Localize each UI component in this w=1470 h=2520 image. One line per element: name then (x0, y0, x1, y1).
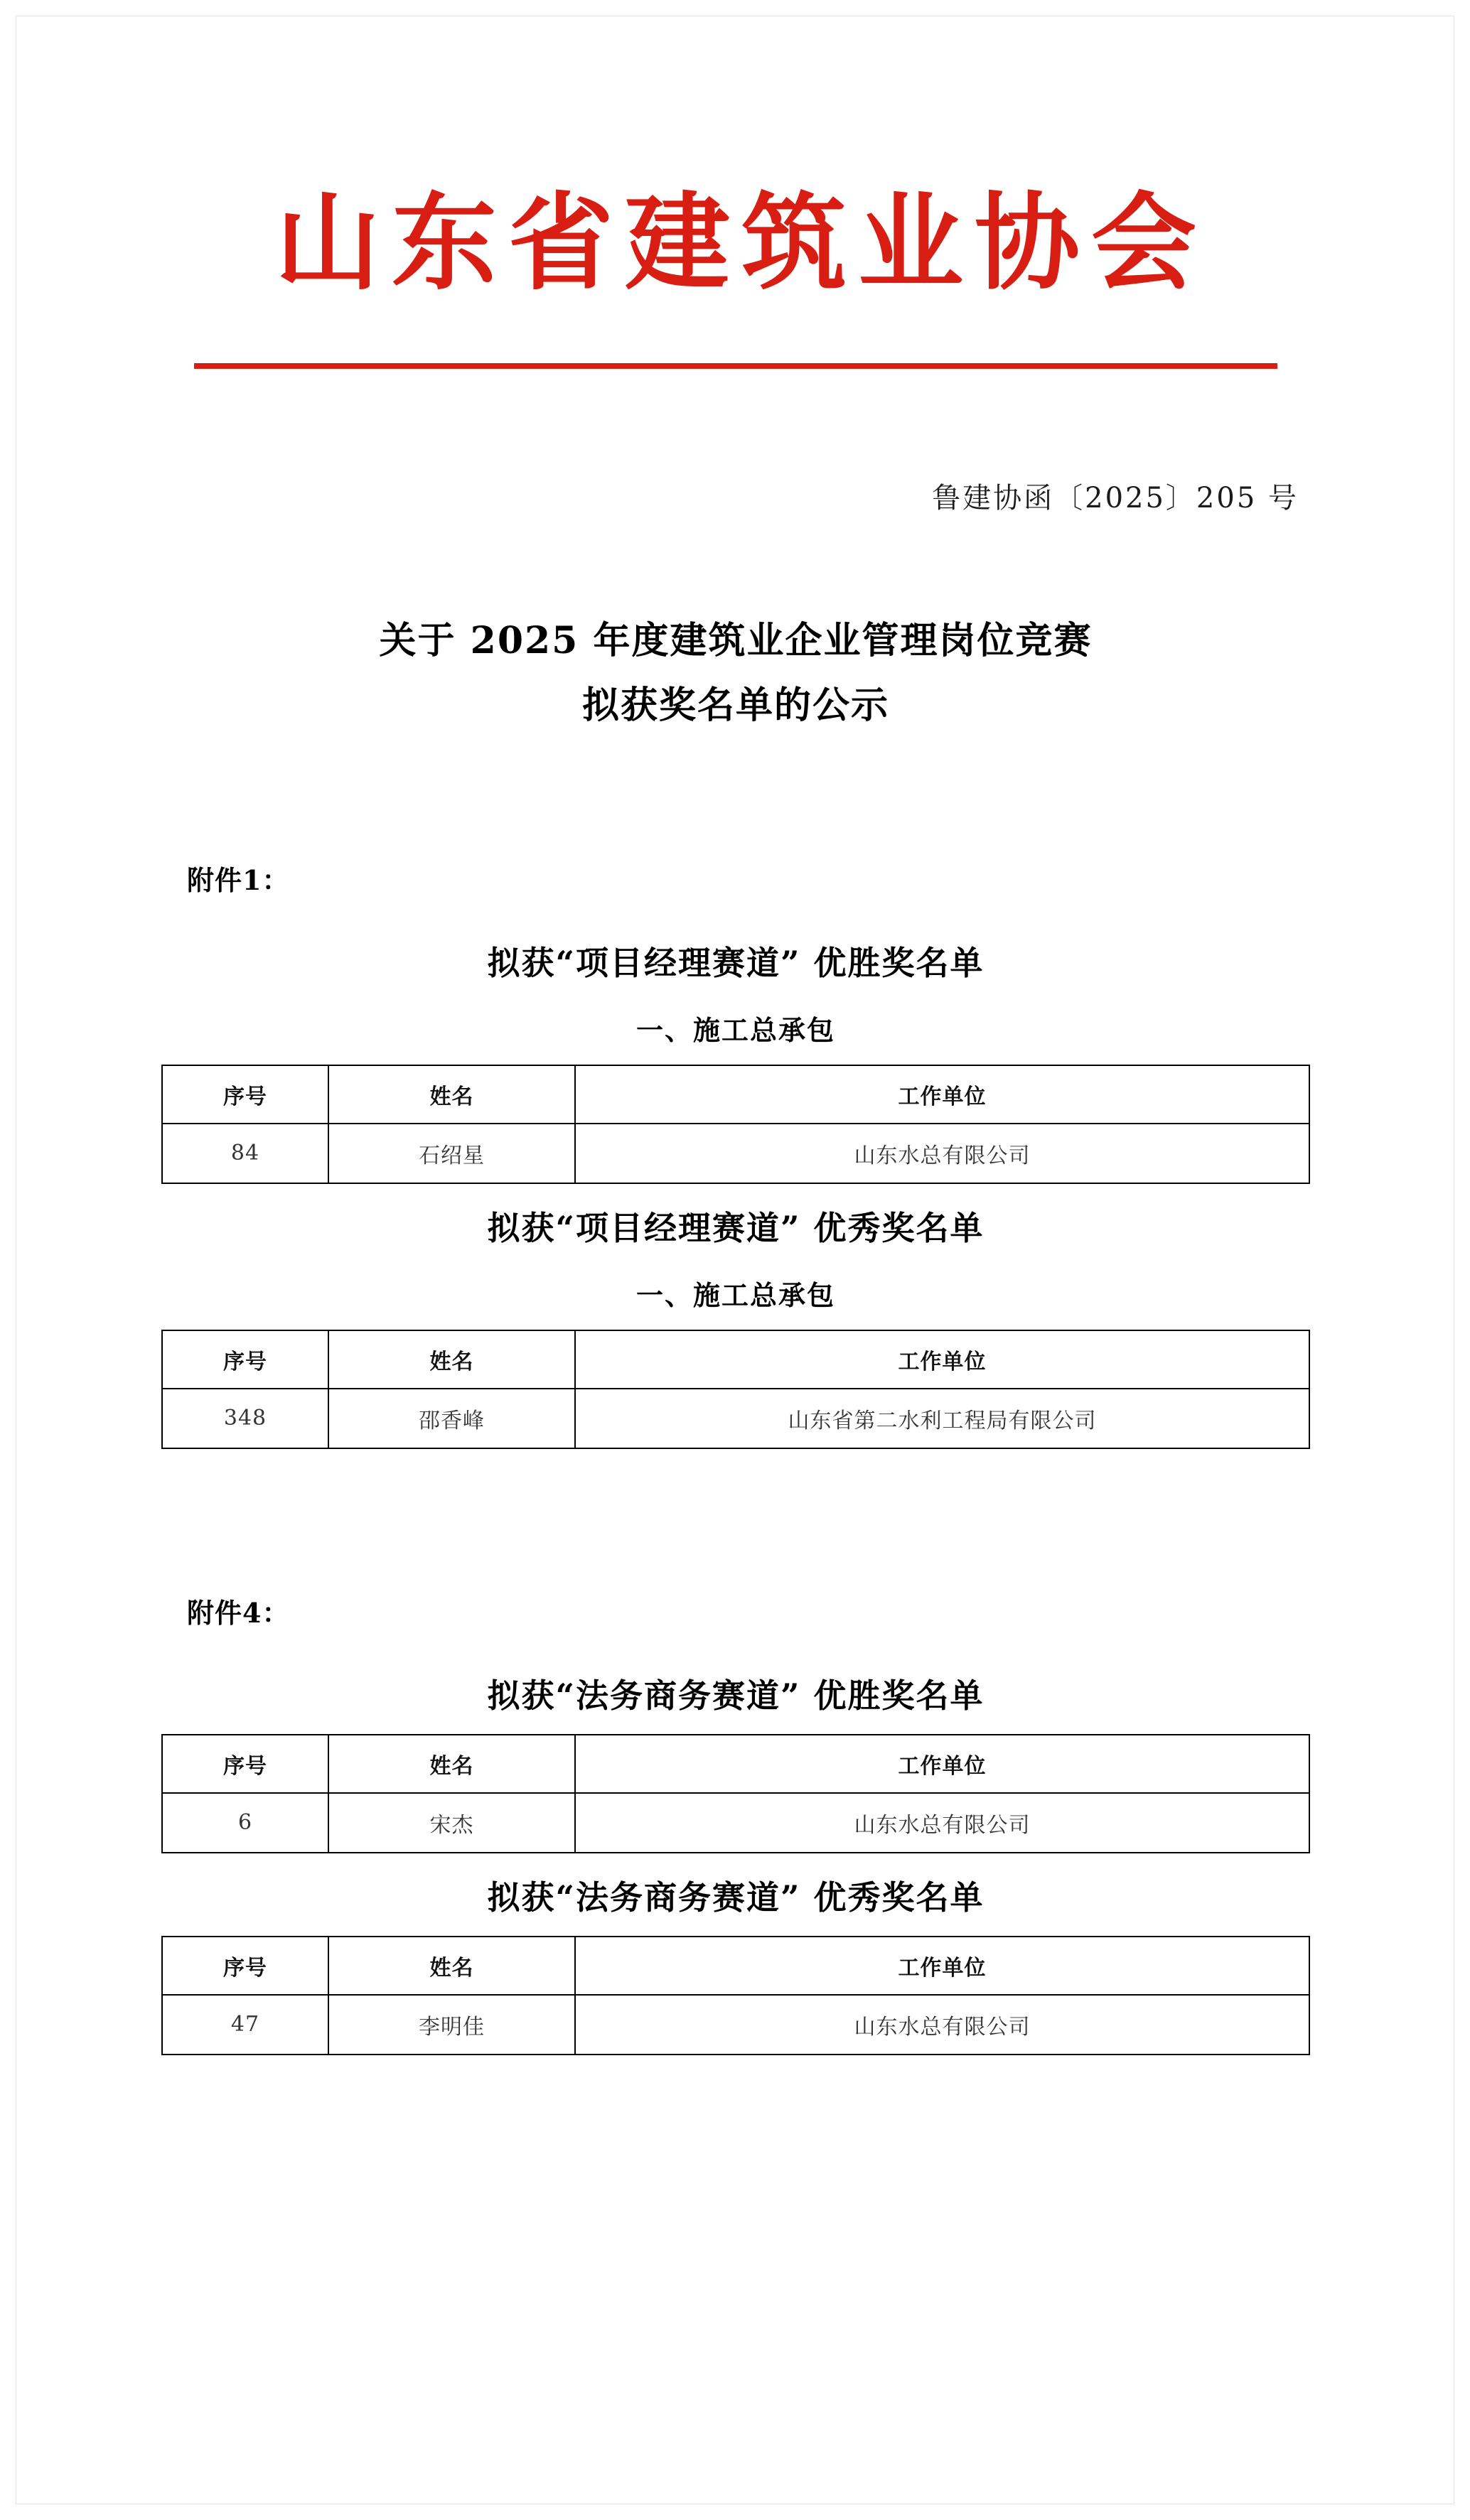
page-title-line-2: 拟获奖名单的公示 (581, 683, 889, 727)
section-subheading: 一、施工总承包 (635, 1013, 835, 1046)
cell-index: 47 (162, 1995, 328, 2055)
page-title-line-1: 关于 2025 年度建筑业企业管理岗位竞赛 (379, 618, 1093, 662)
letterhead-rule-wrap (144, 363, 1327, 369)
cell-index: 348 (162, 1389, 328, 1448)
attachment-block-4 (144, 1591, 1327, 2055)
page-title (144, 608, 1327, 738)
table-row (162, 1995, 1309, 2055)
cell-name: 石绍星 (328, 1124, 575, 1183)
table-row (162, 1389, 1309, 1448)
document-sheet (16, 16, 1454, 2504)
cell-name: 宋杰 (328, 1793, 575, 1853)
column-header-index: 序号 (162, 1937, 328, 1995)
award-table-wrap (144, 1065, 1327, 1184)
section-heading: 拟获“法务商务赛道” 优胜奖名单 (487, 1676, 985, 1715)
letterhead-red-rule (194, 363, 1277, 369)
column-header-name: 姓名 (328, 1735, 575, 1793)
cell-unit: 山东水总有限公司 (575, 1995, 1309, 2055)
column-header-index: 序号 (162, 1330, 328, 1389)
award-table-wrap (144, 1330, 1327, 1449)
organization-name: 山东省建筑业协会 (275, 181, 1208, 304)
cell-unit: 山东水总有限公司 (575, 1124, 1309, 1183)
letterhead (144, 16, 1327, 369)
table-header-row (162, 1937, 1309, 1995)
cell-name: 邵香峰 (328, 1389, 575, 1448)
document-number: 鲁建协函〔2025〕205 号 (932, 481, 1299, 515)
table-row (162, 1793, 1309, 1853)
section-heading: 拟获“项目经理赛道” 优胜奖名单 (487, 943, 985, 982)
cell-unit: 山东水总有限公司 (575, 1793, 1309, 1853)
award-table (161, 1065, 1310, 1184)
column-header-unit: 工作单位 (575, 1330, 1309, 1389)
column-header-name: 姓名 (328, 1065, 575, 1124)
cell-index: 6 (162, 1793, 328, 1853)
award-table (161, 1936, 1310, 2055)
section-subheading: 一、施工总承包 (635, 1278, 835, 1311)
table-row (162, 1124, 1309, 1183)
document-content (16, 16, 1455, 2183)
award-table-wrap (144, 1734, 1327, 1853)
column-header-index: 序号 (162, 1735, 328, 1793)
attachment-label: 附件4： (187, 1596, 290, 1629)
column-header-index: 序号 (162, 1065, 328, 1124)
award-table (161, 1734, 1310, 1853)
award-table-wrap (144, 1936, 1327, 2055)
section-heading: 拟获“法务商务赛道” 优秀奖名单 (487, 1878, 985, 1917)
award-table (161, 1330, 1310, 1449)
attachment-label: 附件1： (187, 863, 290, 896)
column-header-unit: 工作单位 (575, 1065, 1309, 1124)
cell-unit: 山东省第二水利工程局有限公司 (575, 1389, 1309, 1448)
cell-name: 李明佳 (328, 1995, 575, 2055)
cell-index: 84 (162, 1124, 328, 1183)
attachment-block-1 (144, 858, 1327, 1449)
column-header-unit: 工作单位 (575, 1937, 1309, 1995)
table-header-row (162, 1735, 1309, 1793)
bottom-spacer (144, 2055, 1327, 2183)
column-header-name: 姓名 (328, 1937, 575, 1995)
table-header-row (162, 1330, 1309, 1389)
column-header-name: 姓名 (328, 1330, 575, 1389)
section-heading: 拟获“项目经理赛道” 优秀奖名单 (487, 1208, 985, 1247)
column-header-unit: 工作单位 (575, 1735, 1309, 1793)
table-header-row (162, 1065, 1309, 1124)
